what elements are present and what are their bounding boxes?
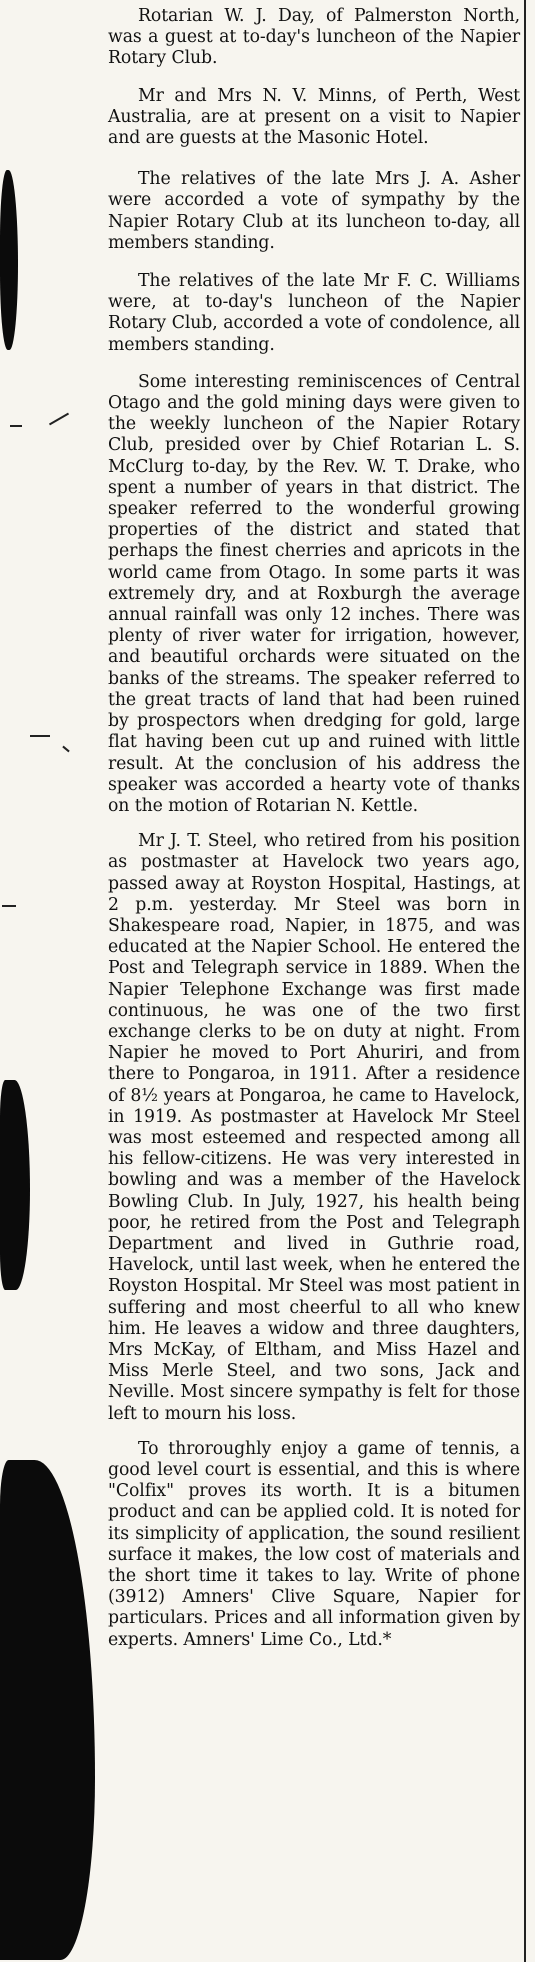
paragraph-minns-visit: Mr and Mrs N. V. Minns, of Perth, West Australia, are at present on a visit to Napier and are guests at the Masonic Hotel. bbox=[108, 85, 520, 149]
scan-stain-bottom bbox=[0, 1460, 95, 1960]
scan-speck-1 bbox=[49, 413, 69, 426]
scan-stain-middle bbox=[0, 1080, 30, 1290]
column-rule bbox=[524, 0, 526, 1962]
paragraph-steel-obituary: Mr J. T. Steel, who retired from his position as postmaster at Havelock two years ago, passed away at Royston Hospital, Hastings, at 2 p.m. yesterday. Mr Steel was born in Shakespeare road, Napier, in 1875, and was educated at the Napier School. He entered the Post and Telegraph service in 1889. When the Napier Telephone Exchange was first made continuous, he was one of the two first exchange clerks to be on duty at night. From Napier he moved to Port Ahuriri, and from there to Pongaroa, in 1911. After a residence of 8½ years at Pongaroa, he came to Havelock, in 1919. As postmaster at Havelock Mr Steel was most esteemed and respected among all his fellow-citizens. He was very interested in bowling and was a member of the Havelock Bowling Club. In July, 1927, his health being poor, he retired from the Post and Telegraph Department and lived in Guthrie road, Havelock, until last week, when he entered the Royston Hospital. Mr Steel was most patient in suffering and most cheerful to all who knew him. He leaves a widow and three daughters, Mrs McKay, of Eltham, and Miss Hazel and Miss Merle Steel, and two sons, Jack and Neville. Most sincere sympathy is felt for those left to mourn his loss. bbox=[108, 831, 520, 1424]
paragraph-williams-condolence: The relatives of the late Mr F. C. Williams were, at to-day's luncheon of the Napier Rotary Club, accorded a vote of condolence, all members standing. bbox=[108, 271, 520, 355]
paragraph-colfix-advert: To throroughly enjoy a game of tennis, a good level court is essential, and this is where "Colfix" proves its worth. It is a bitumen product and can be applied cold. It is noted for its simplicity of application, the sound resilient surface it makes, the low cost of materials and the short time it takes to lay. Write of phone (3912) Amners' Clive Square, Napier for particulars. Prices and all information given by experts. Amners' Lime Co., Ltd.* bbox=[108, 1438, 520, 1650]
article-column bbox=[108, 6, 520, 1665]
paragraph-otago-reminiscences: Some interesting reminiscences of Central Otago and the gold mining days were given to the weekly luncheon of the Napier Rotary Club, presided over by Chief Rotarian L. S. McClurg to-day, by the Rev. W. T. Drake, who spent a number of years in that district. The speaker referred to the wonderful growing properties of the district and stated that perhaps the finest cherries and apricots in the world came from Otago. In some parts it was extremely dry, and at Roxburgh the average annual rainfall was only 12 inches. There was plenty of river water for irrigation, however, and beautiful orchards were situated on the banks of the streams. The speaker referred to the great tracts of land that had been ruined by prospectors when dredging for gold, large flat having been cut up and ruined with little result. At the conclusion of his address the speaker was accorded a hearty vote of thanks on the motion of Rotarian N. Kettle. bbox=[108, 371, 520, 816]
scan-speck-2 bbox=[10, 425, 22, 427]
scan-speck-3 bbox=[30, 735, 50, 737]
paragraph-rotarian-day: Rotarian W. J. Day, of Palmerston North, was a guest at to-day's luncheon of the Napier Rotary Club. bbox=[108, 6, 520, 69]
scan-speck-5 bbox=[2, 905, 16, 907]
scan-stain-top bbox=[0, 170, 18, 350]
scan-speck-4 bbox=[62, 746, 69, 753]
paragraph-asher-sympathy: The relatives of the late Mrs J. A. Asher were accorded a vote of sympathy by the Napier Rotary Club at its luncheon to-day, all members standing. bbox=[108, 169, 520, 253]
